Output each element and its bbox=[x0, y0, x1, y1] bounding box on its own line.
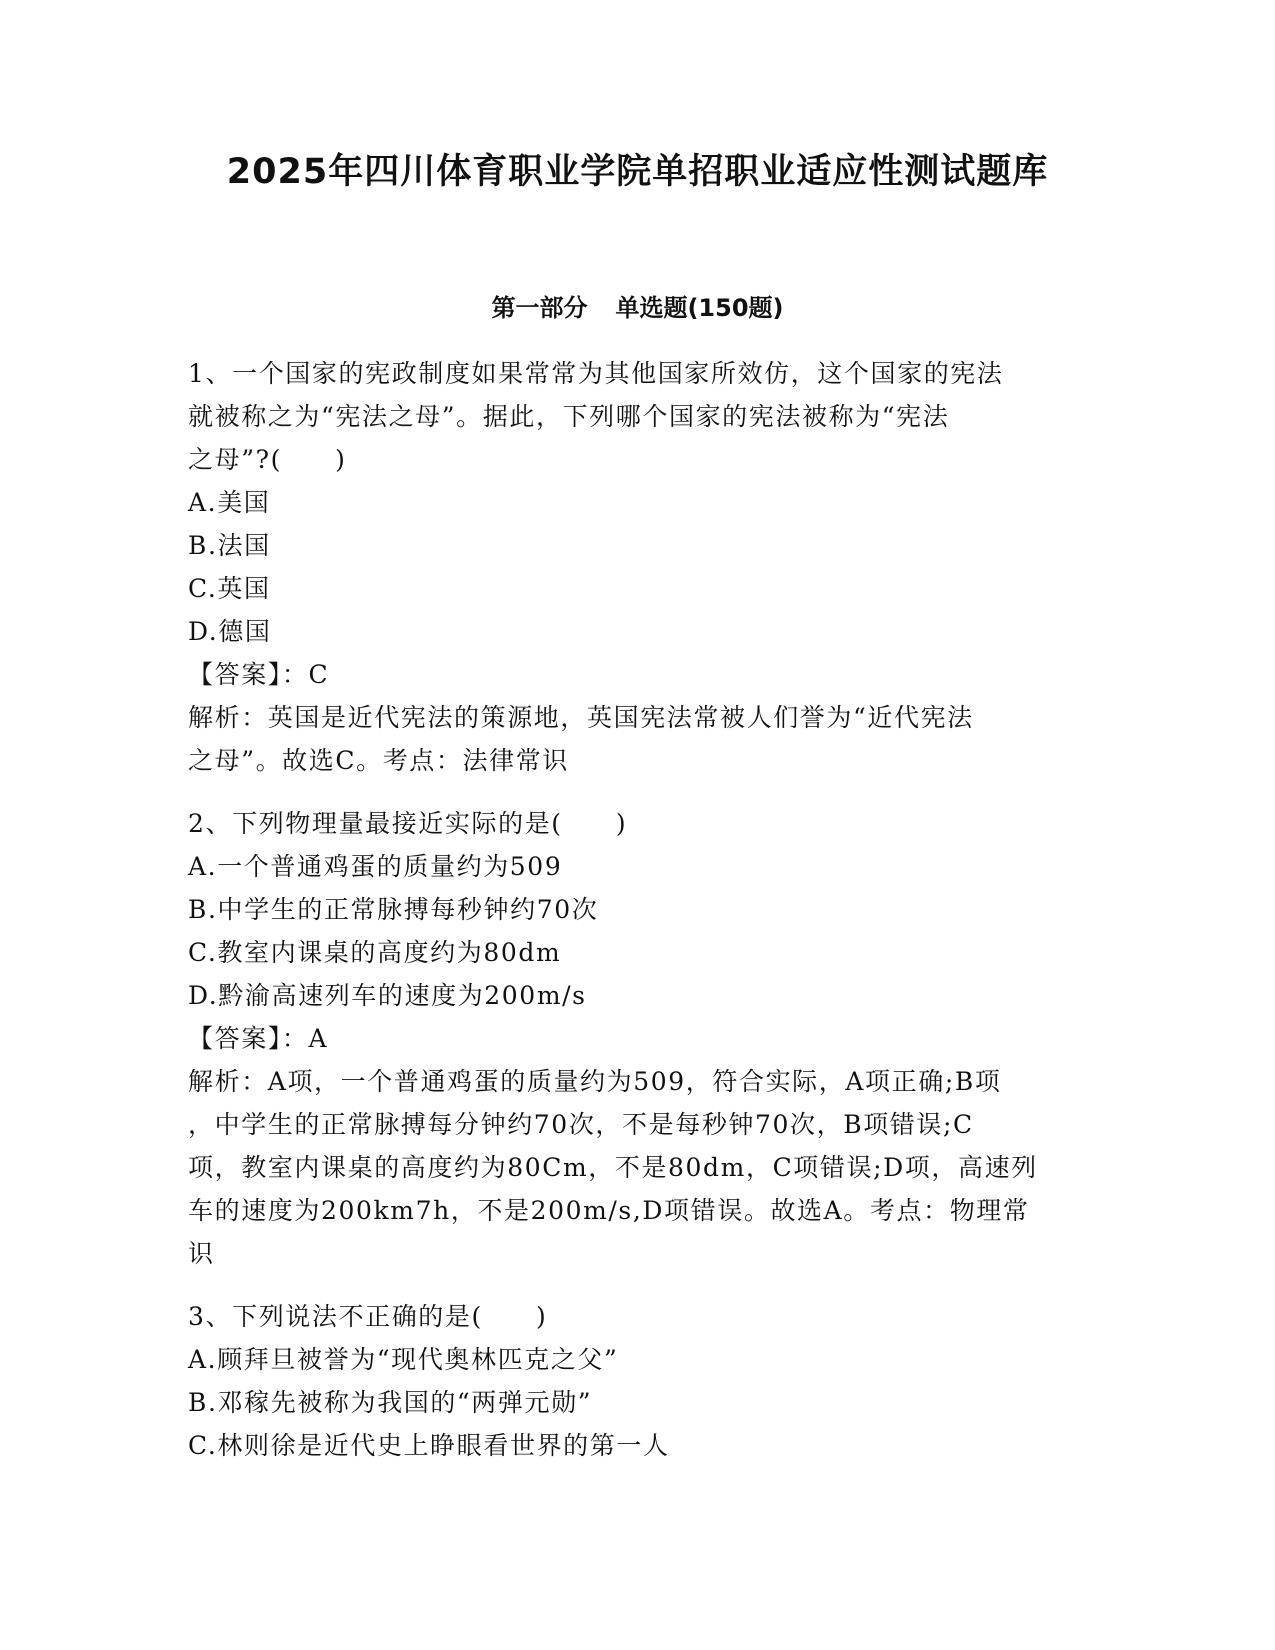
question-block bbox=[188, 1295, 1088, 1467]
option-a: A.美国 bbox=[188, 488, 271, 517]
option-b: B.法国 bbox=[188, 531, 271, 560]
question-stem-line: 2、下列物理量最接近实际的是( ) bbox=[188, 809, 628, 838]
analysis-line: 识 bbox=[188, 1239, 215, 1268]
option-a: A.顾拜旦被誉为“现代奥林匹克之父” bbox=[188, 1345, 619, 1374]
answer-line: 【答案】：A bbox=[188, 1024, 329, 1053]
option-a: A.一个普通鸡蛋的质量约为509 bbox=[188, 852, 563, 881]
analysis-line: 解析：A项，一个普通鸡蛋的质量约为509，符合实际，A项正确;B项 bbox=[188, 1067, 1002, 1096]
answer-line: 【答案】：C bbox=[188, 660, 330, 689]
option-c: C.林则徐是近代史上睁眼看世界的第一人 bbox=[188, 1431, 670, 1460]
analysis-line: 解析：英国是近代宪法的策源地，英国宪法常被人们誉为“近代宪法 bbox=[188, 703, 974, 732]
option-b: B.邓稼先被称为我国的“两弹元勋” bbox=[188, 1388, 593, 1417]
question-block bbox=[188, 802, 1088, 1275]
option-d: D.德国 bbox=[188, 617, 272, 646]
section-heading bbox=[0, 290, 1275, 326]
option-b: B.中学生的正常脉搏每秒钟约70次 bbox=[188, 895, 599, 924]
question-block bbox=[188, 352, 1088, 782]
document-title: 2025年四川体育职业学院单招职业适应性测试题库 bbox=[226, 152, 1049, 192]
section-part: 第一部分 bbox=[491, 294, 588, 322]
option-c: C.教室内课桌的高度约为80dm bbox=[188, 938, 562, 967]
section-heading-text: 单选题(150题) bbox=[615, 294, 784, 322]
analysis-line: ，中学生的正常脉搏每分钟约70次，不是每秒钟70次，B项错误;C bbox=[188, 1110, 974, 1139]
option-d: D.黔渝高速列车的速度为200m/s bbox=[188, 981, 587, 1010]
analysis-line: 项，教室内课桌的高度约为80Cm，不是80dm，C项错误;D项，高速列 bbox=[188, 1153, 1038, 1182]
paragraph-spacer bbox=[188, 1275, 1088, 1295]
question-stem-line: 就被称之为“宪法之母”。据此，下列哪个国家的宪法被称为“宪法 bbox=[188, 402, 950, 431]
analysis-line: 之母”。故选C。考点：法律常识 bbox=[188, 746, 569, 775]
question-list bbox=[188, 352, 1088, 1467]
paragraph-spacer bbox=[188, 782, 1088, 802]
analysis-line: 车的速度为200km7h，不是200m/s,D项错误。故选A。考点：物理常 bbox=[188, 1196, 1030, 1225]
question-stem-line: 3、下列说法不正确的是( ) bbox=[188, 1302, 548, 1331]
option-c: C.英国 bbox=[188, 574, 271, 603]
question-stem-line: 1、一个国家的宪政制度如果常常为其他国家所效仿，这个国家的宪法 bbox=[188, 359, 1004, 388]
question-stem-line: 之母”?( ) bbox=[188, 445, 347, 474]
